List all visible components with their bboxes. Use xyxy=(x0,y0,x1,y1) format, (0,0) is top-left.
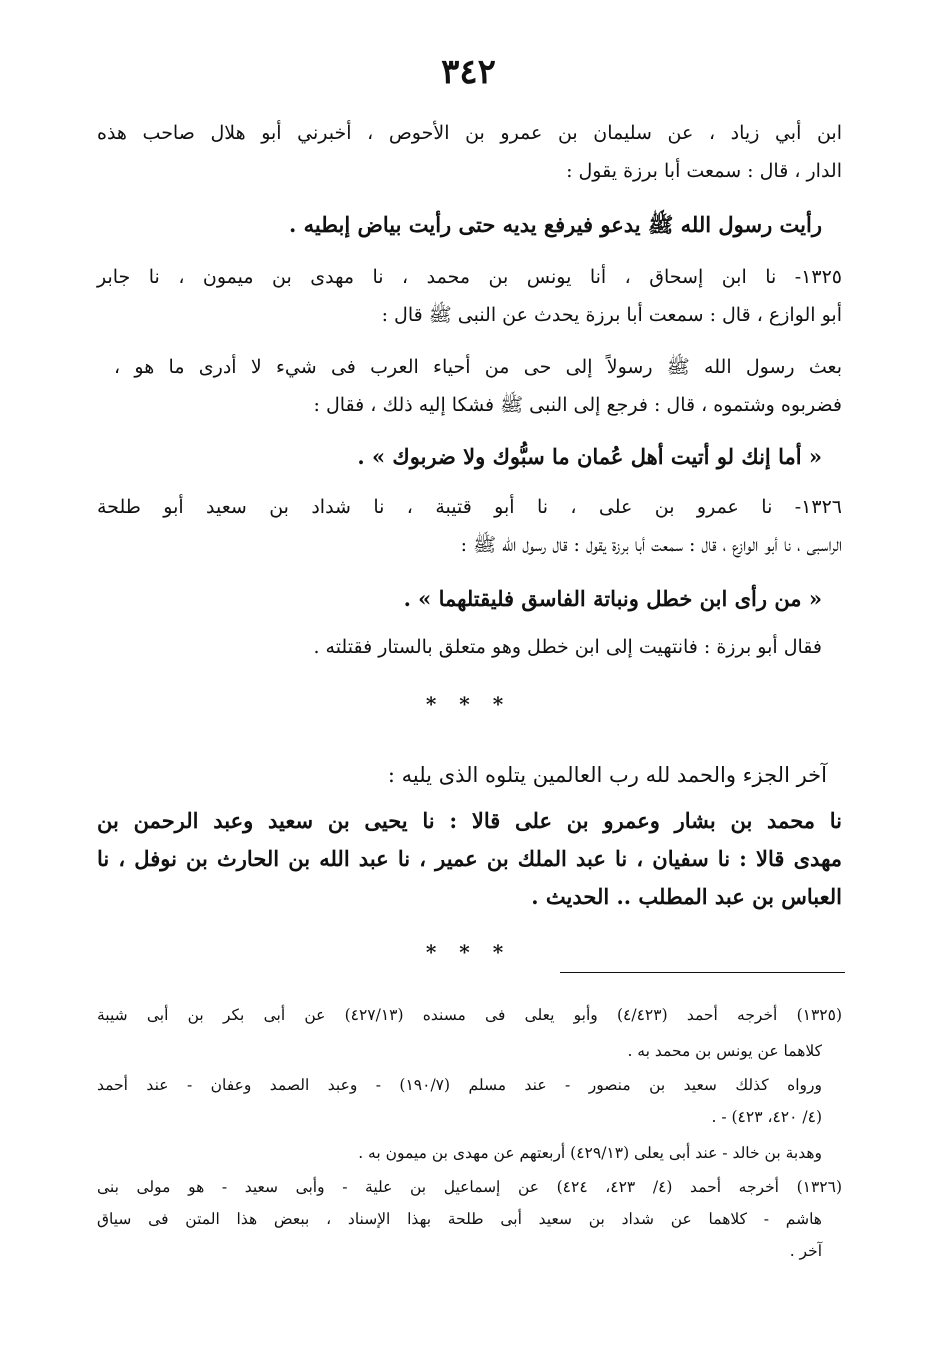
narrative-1326: فقال أبو برزة : فانتهيت إلى ابن خطل وهو متعلق بالستار فقتلته . xyxy=(313,636,822,658)
footnote-1325-line-1: (١٣٢٥) أخرجه أحمد (٤/٤٢٣) وأبو يعلى فى مسنده (٤٢٧/١٣) عن أبى بكر بن أبى شيبة xyxy=(97,1006,842,1024)
quote-prophet-raising-hands: رأيت رسول الله ﷺ يدعو فيرفع يديه حتى رأيت بياض إبطيه . xyxy=(289,212,822,237)
intro-line-2: الدار ، قال : سمعت أبا برزة يقول : xyxy=(566,160,842,182)
hadith-1325-line-2: أبو الوازع ، قال : سمعت أبا برزة يحدث عن النبى ﷺ قال : xyxy=(381,304,842,326)
hadith-1325-line-1: ١٣٢٥- نا ابن إسحاق ، أنا يونس بن محمد ، نا مهدى بن ميمون ، نا جابر xyxy=(97,266,842,288)
quote-oman: « أما إنك لو أتيت أهل عُمان ما سبُّوك ولا ضربوك » . xyxy=(357,444,822,469)
closing-chain-line-3: العباس بن عبد المطلب .. الحديث . xyxy=(531,884,842,909)
hadith-1326-line-2: الراسبى ، نا أبو الوازع ، قال : سمعت أبا برزة يقول : قال رسول الله ﷺ : xyxy=(460,534,842,556)
section-separator-1: * * * xyxy=(425,692,512,716)
quote-ibn-khatal: « من رأى ابن خطل ونباتة الفاسق فليقتلهما » . xyxy=(403,586,822,611)
footnote-1325-line-5: وهدبة بن خالد - عند أبى يعلى (٤٢٩/١٣) أربعتهم عن مهدى بن ميمون به . xyxy=(358,1144,822,1162)
footnote-1325-line-3: ورواه كذلك سعيد بن منصور - عند مسلم (١٩٠/٧) - وعبد الصمد وعفان - عند أحمد xyxy=(97,1076,822,1094)
page-number: ٣٤٢ xyxy=(441,52,496,92)
section-separator-2: * * * xyxy=(425,940,512,964)
closing-chain-line-2: مهدى قالا : نا سفيان ، نا عبد الملك بن عمير ، نا عبد الله بن الحارث بن نوفل ، نا xyxy=(97,846,842,871)
footnote-divider xyxy=(560,972,845,973)
footnote-1325-line-4: (٤/ ٤٢٠، ٤٢٣) - . xyxy=(711,1108,822,1126)
hadith-1326-line-1: ١٣٢٦- نا عمرو بن على ، نا أبو قتيبة ، نا شداد بن سعيد أبو طلحة xyxy=(97,496,842,518)
footnote-1326-line-3: آخر . xyxy=(789,1242,822,1260)
footnote-1326-line-1: (١٣٢٦) أخرجه أحمد (٤/ ٤٢٣، ٤٢٤) عن إسماعيل بن علية - وأبى سعيد - هو مولى بنى xyxy=(97,1178,842,1196)
narrative-1325-line-1: بعث رسول الله ﷺ رسولاً إلى حى من أحياء العرب فى شيء لا أدرى ما هو ، xyxy=(114,356,842,378)
footnote-1325-line-2: كلاهما عن يونس بن محمد به . xyxy=(627,1042,822,1060)
footnote-1326-line-2: هاشم - كلاهما عن شداد بن سعيد أبى طلحة بهذا الإسناد ، ببعض هذا المتن فى سياق xyxy=(97,1210,822,1228)
closing-chain-line-1: نا محمد بن بشار وعمرو بن على قالا : نا يحيى بن سعيد وعبد الرحمن بن xyxy=(97,808,842,833)
narrative-1325-line-2: فضربوه وشتموه ، قال : فرجع إلى النبى ﷺ فشكا إليه ذلك ، فقال : xyxy=(313,394,842,416)
intro-line-1: ابن أبي زياد ، عن سليمان بن عمرو بن الأحوص ، أخبرني أبو هلال صاحب هذه xyxy=(97,122,842,144)
closing-heading: آخر الجزء والحمد لله رب العالمين يتلوه الذى يليه : xyxy=(387,763,827,787)
